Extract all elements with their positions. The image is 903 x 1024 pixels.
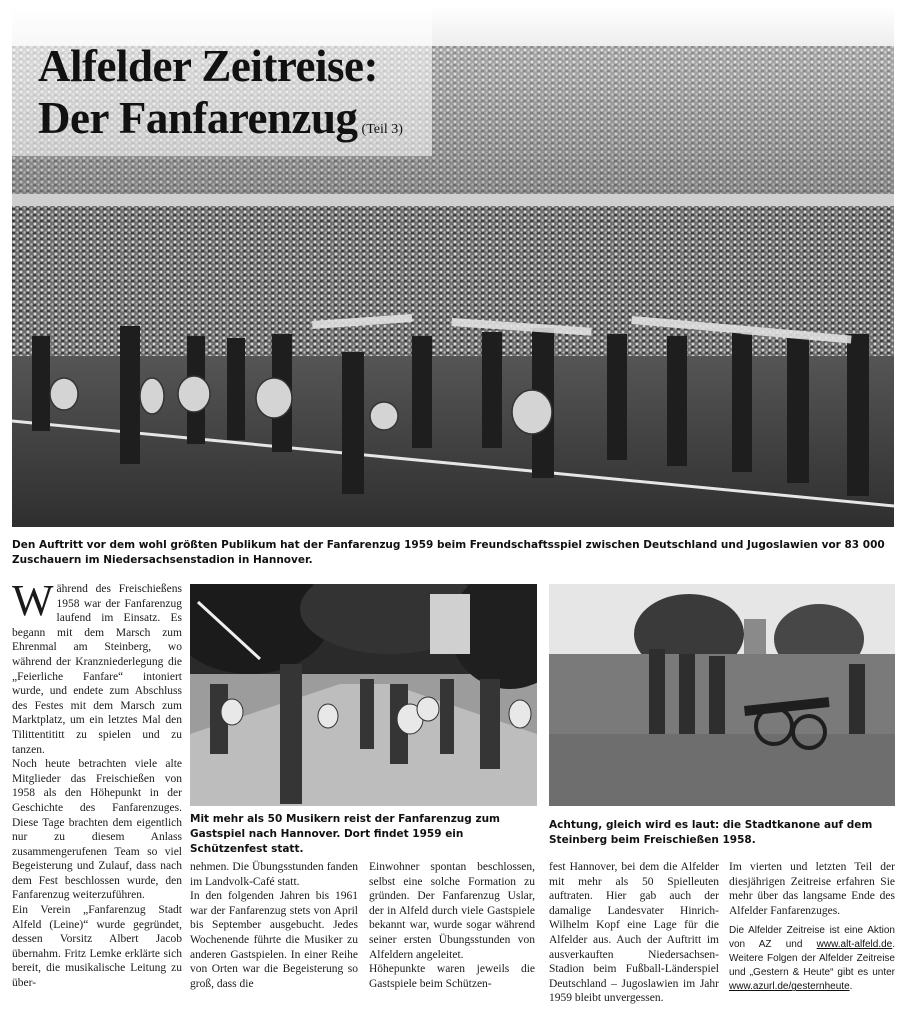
headline-part-label: (Teil 3) <box>361 122 403 137</box>
article-paragraph: In den folgenden Jahren bis 1961 war der Fanfarenzug stets von April bis September ausgebucht. Jedes Wochenende führte die Musiker zu anderen Gastspielen. In einer Reihe von Orten war die Begeisterung so groß, dass die <box>190 890 358 990</box>
headline-line-2: Der Fanfarenzug <box>38 93 358 143</box>
article-column-2 <box>190 860 358 991</box>
article-paragraph: Ein Verein „Fanfarenzug Stadt Alfeld (Leine)“ wurde gegründet, dessen Vorsitz Albert Jacob übernahm. Fritz Lemke erklärte sich bereit, die musikalische Leitung zu über- <box>12 904 182 990</box>
drop-cap: W <box>12 576 54 625</box>
article-text: ährend des Freischießens 1958 war der Fanfarenzug laufend im Einsatz. Es begann mit dem Marsch zum Ehrenmal am Steinberg, wo während der Kranzniederlegung die „Feierliche Fanfare“ intoniert wurde, und endete zum Abschluss des Festes mit dem Marsch zum Marktplatz, um ein letztes Mal den Tilittentititt zu spielen und zu tanzen. <box>12 583 182 756</box>
article-paragraph: nehmen. Die Übungsstunden fanden im Landvolk-Café statt. <box>190 861 358 888</box>
info-text: . Weitere Folgen der Alfelder Zeitreise und „Gestern & Heute“ gibt es unter <box>729 939 896 979</box>
article-paragraph: Höhepunkte waren jeweils die Gastspiele beim Schützen- <box>369 963 535 990</box>
article-column-1 <box>12 576 182 991</box>
article-column-4 <box>549 860 719 1006</box>
link-alt-alfeld[interactable]: www.alt-alfeld.de <box>816 939 893 951</box>
article-paragraph: Im vierten und letzten Teil der diesjährigen Zeitreise erfahren Sie mehr über das langsame Ende des Alfelder Fanfarenzuges. <box>729 861 895 917</box>
link-azurl-gesternheute[interactable]: www.azurl.de/gesternheute <box>729 981 850 993</box>
photo3-drawing <box>549 584 895 806</box>
caption-photo-3: Achtung, gleich wird es laut: die Stadtkanone auf dem Steinberg beim Freischießen 1958. <box>549 819 873 846</box>
caption-photo-2: Mit mehr als 50 Musikern reist der Fanfarenzug zum Gastspiel nach Hannover. Dort findet 1959 ein Schützenfest statt. <box>190 813 500 855</box>
photo-stadtkanone-steinberg <box>549 584 895 806</box>
caption-hero-photo: Den Auftritt vor dem wohl größten Publikum hat der Fanfarenzug 1959 beim Freundschaftsspiel zwischen Deutschland und Jugoslawien vor 83 000 Zuschauern im Niedersachsenstadion in Hannover. <box>12 539 885 566</box>
headline-line-1: Alfelder Zeitreise: <box>38 41 378 91</box>
article-paragraph: Einwohner spontan beschlossen, selbst eine solche Formation zu gründen. Der Fanfarenzug Uslar, der in Alfeld durch viele Gastspiele bekannt war, wurde sogar während seiner ersten Übungsstunden von Alfeldern angeleitet. <box>369 861 535 961</box>
article-column-5 <box>729 860 895 994</box>
article-paragraph: fest Hannover, bei dem die Alfelder mit mehr als 50 Spielleuten auftraten. Hier gab auch der damalige Landesvater Hinrich-Wilhelm Kopf eine Lage für die Alfelder aus. Auch der Auftritt im ausverkauften Niedersachsen-Stadion beim Fußball-Länderspiel Deutschland – Jugoslawien im Jahr 1959 bleibt unvergessen. <box>549 861 719 1005</box>
info-text: Die Alfelder Zeitreise ist eine Aktion von AZ und <box>729 925 895 951</box>
article-paragraph <box>12 576 182 757</box>
info-box <box>729 924 895 994</box>
photo2-drawing <box>190 584 537 806</box>
article-headline <box>38 40 403 156</box>
article-paragraph: Noch heute betrachten viele alte Mitglieder das Freischießen von 1958 als den Höhepunkt in der Geschichte des Fanfarenzuges. Diese Tage brachten dem eigentlich nur zu diesem Anlass zusammengerufenen Team so viel Begeisterung und Zulauf, dass nach dem Fest beschlossen wurde, den Fanfarenzug weiterzuführen. <box>12 758 182 902</box>
info-text: . <box>849 981 853 993</box>
photo-band-marching-hannover <box>190 584 537 806</box>
article-column-3 <box>369 860 535 991</box>
